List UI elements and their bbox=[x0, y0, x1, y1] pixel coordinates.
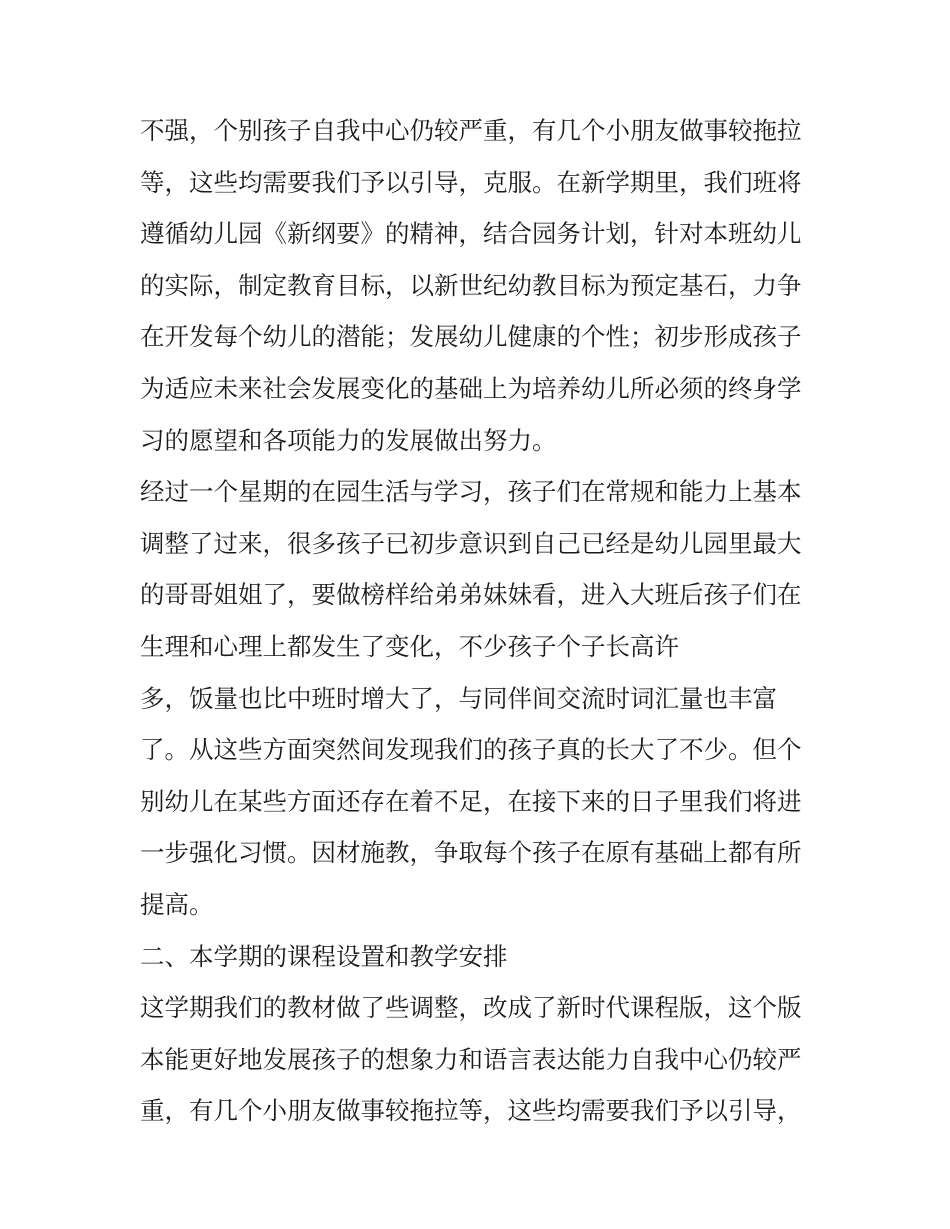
document-body bbox=[140, 105, 840, 1137]
text-line: 重，有几个小朋友做事较拖拉等，这些均需要我们予以引导， bbox=[140, 1096, 802, 1126]
text-line: 为适应未来社会发展变化的基础上为培养幼儿所必须的终身学 bbox=[140, 373, 802, 403]
text-line: 提高。 bbox=[140, 889, 214, 919]
text-line: 经过一个星期的在园生活与学习，孩子们在常规和能力上基本 bbox=[140, 477, 802, 507]
text-line: 的实际，制定教育目标，以新世纪幼教目标为预定基石，力争 bbox=[140, 270, 802, 300]
text-line: 在开发每个幼儿的潜能；发展幼儿健康的个性；初步形成孩子 bbox=[140, 322, 802, 352]
section-heading: 二、本学期的课程设置和教学安排 bbox=[140, 941, 508, 971]
text-line: 这学期我们的教材做了些调整，改成了新时代课程版，这个版 bbox=[140, 993, 802, 1023]
text-line: 等，这些均需要我们予以引导，克服。在新学期里，我们班将 bbox=[140, 167, 802, 197]
text-line: 的哥哥姐姐了，要做榜样给弟弟妹妹看，进入大班后孩子们在 bbox=[140, 580, 802, 610]
text-line: 习的愿望和各项能力的发展做出努力。 bbox=[140, 425, 557, 455]
text-line: 生理和心理上都发生了变化，不少孩子个子长高许 bbox=[140, 631, 679, 661]
text-line: 遵循幼儿园《新纲要》的精神，结合园务计划，针对本班幼儿 bbox=[140, 219, 802, 249]
text-line: 多，饭量也比中班时增大了，与同伴间交流时词汇量也丰富 bbox=[140, 683, 777, 713]
text-line: 本能更好地发展孩子的想象力和语言表达能力自我中心仍较严 bbox=[140, 1044, 802, 1074]
text-line: 调整了过来，很多孩子已初步意识到自己已经是幼儿园里最大 bbox=[140, 528, 802, 558]
text-line: 别幼儿在某些方面还存在着不足，在接下来的日子里我们将进 bbox=[140, 786, 802, 816]
text-line: 一步强化习惯。因材施教，争取每个孩子在原有基础上都有所 bbox=[140, 838, 802, 868]
text-line: 不强，个别孩子自我中心仍较严重，有几个小朋友做事较拖拉 bbox=[140, 116, 802, 145]
text-line: 了。从这些方面突然间发现我们的孩子真的长大了不少。但个 bbox=[140, 735, 802, 765]
